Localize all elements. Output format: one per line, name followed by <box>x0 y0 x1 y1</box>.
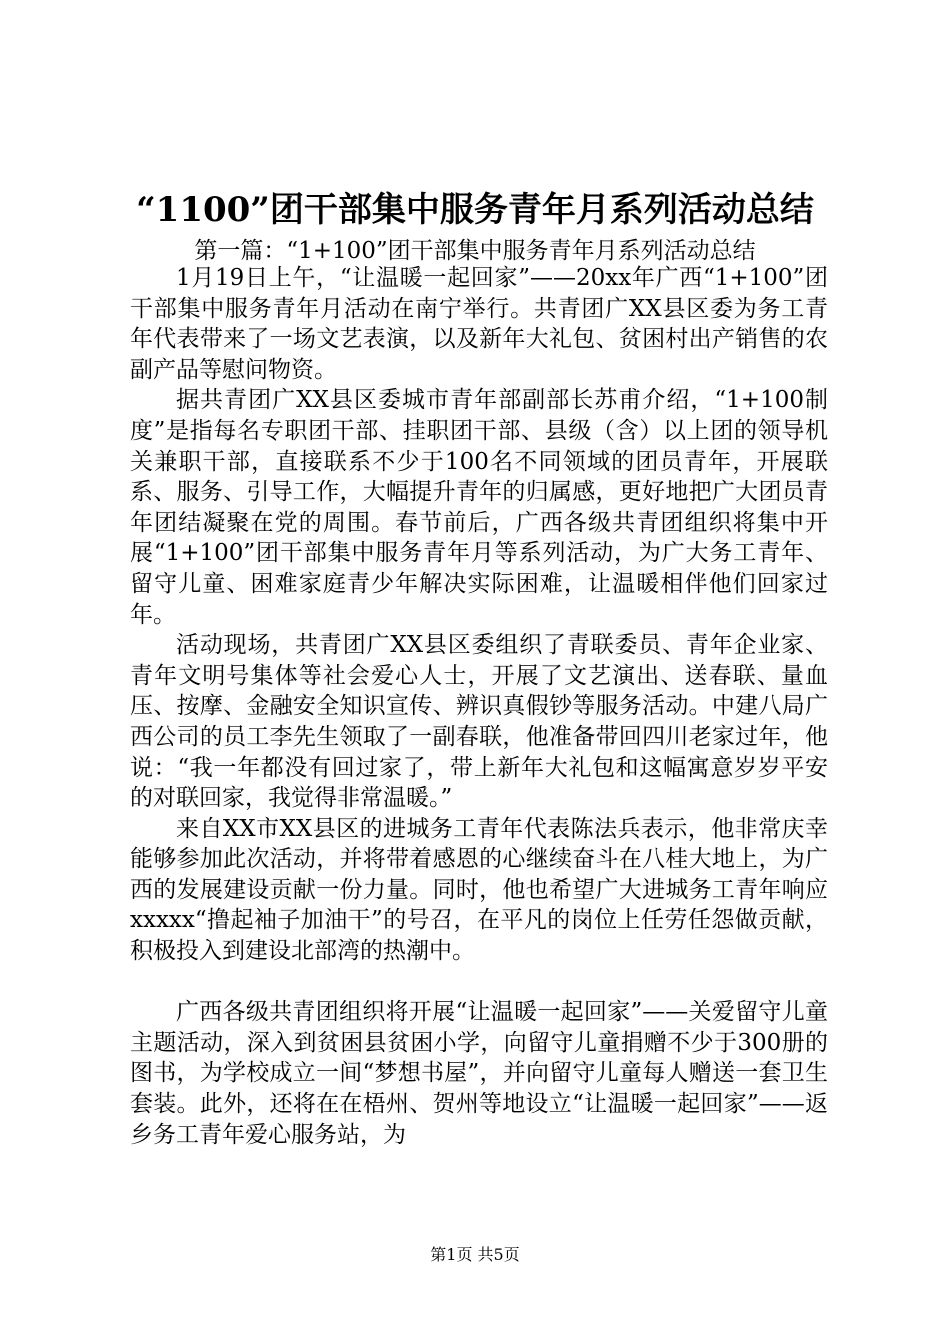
paragraph-2: 据共青团广XX县区委城市青年部副部长苏甫介绍，“1+100制度”是指每名专职团干部、挂职团干部、县级（含）以上团的领导机关兼职干部，直接联系不少于100名不同领域的团员青年，开展联系、服务、引导工作，大幅提升青年的归属感，更好地把广大团员青年团结凝聚在党的周围。春节前后，广西各级共青团组织将集中开展“1+100”团干部集中服务青年月等系列活动，为广大务工青年、留守儿童、困难家庭青少年解决实际困难，让温暖相伴他们回家过年。 <box>130 387 828 628</box>
document-subtitle: 第一篇：“1+100”团干部集中服务青年月系列活动总结 <box>194 238 756 264</box>
paragraph-4: 来自XX市XX县区的进城务工青年代表陈法兵表示，他非常庆幸能够参加此次活动，并将带着感恩的心继续奋斗在八桂大地上，为广西的发展建设贡献一份力量。同时，他也希望广大进城务工青年响应xxxxx“撸起袖子加油干”的号召，在平凡的岗位上任劳任怨做贡献，积极投入到建设北部湾的热潮中。 <box>130 815 828 965</box>
paragraph-1: 1月19日上午，“让温暖一起回家”——20xx年广西“1+100”团干部集中服务青年月活动在南宁举行。共青团广XX县区委为务工青年代表带来了一场文艺表演，以及新年大礼包、贫困村出产销售的农副产品等慰问物资。 <box>130 265 828 383</box>
paragraph-3: 活动现场，共青团广XX县区委组织了青联委员、青年企业家、青年文明号集体等社会爱心人士，开展了文艺演出、送春联、量血压、按摩、金融安全知识宣传、辨识真假钞等服务活动。中建八局广西公司的员工李先生领取了一副春联，他准备带回四川老家过年，他说：“我一年都没有回过家了，带上新年大礼包和这幅寓意岁岁平安的对联回家，我觉得非常温暖。” <box>130 632 828 812</box>
document-title: “1100”团干部集中服务青年月系列活动总结 <box>136 190 814 230</box>
paragraph-5: 广西各级共青团组织将开展“让温暖一起回家”——关爱留守儿童主题活动，深入到贫困县贫困小学，向留守儿童捐赠不少于300册的图书，为学校成立一间“梦想书屋”，并向留守儿童每人赠送一套卫生套装。此外，还将在在梧州、贺州等地设立“让温暖一起回家”——返乡务工青年爱心服务站，为 <box>130 999 828 1148</box>
page-number-footer: 第1页 共5页 <box>430 1245 520 1264</box>
document-body <box>130 263 828 1150</box>
